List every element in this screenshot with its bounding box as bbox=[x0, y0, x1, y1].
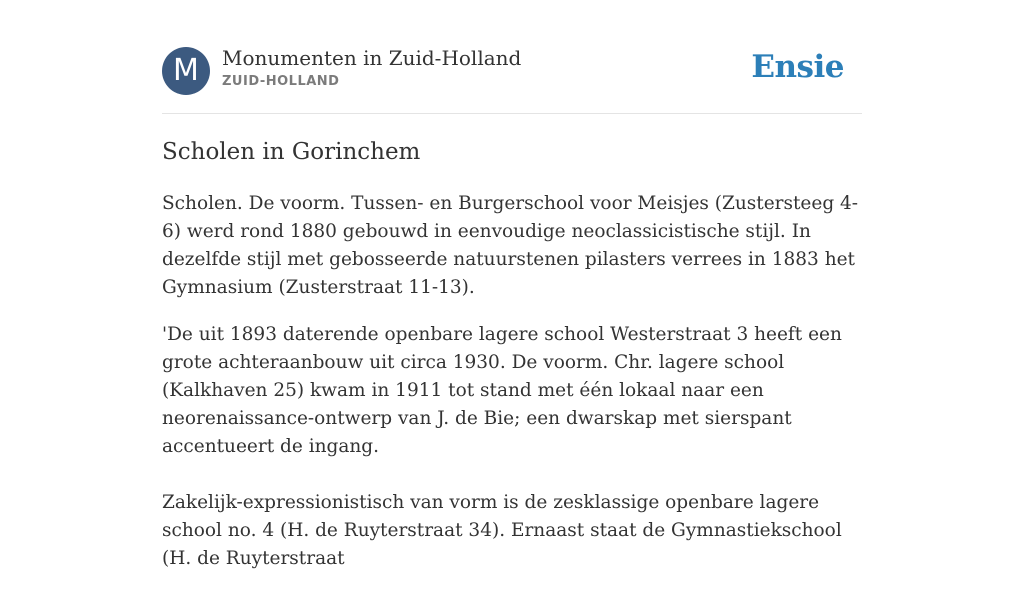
source-title-link[interactable]: Monumenten in Zuid-Holland bbox=[222, 46, 522, 70]
source-subtitle: ZUID-HOLLAND bbox=[222, 74, 340, 89]
article-container bbox=[162, 0, 862, 569]
article-paragraph: Scholen. De voorm. Tussen- en Burgerschool voor Meisjes (Zustersteeg 4-6) werd rond 1880 gebouwd in eenvoudige neoclassicistische stijl. In dezelfde stijl met gebosseerde natuurstenen pilasters verrees in 1883 het Gymnasium (Zusterstraat 11-13). bbox=[162, 193, 859, 298]
ensie-logo[interactable]: Ensie bbox=[751, 49, 844, 85]
header bbox=[162, 0, 862, 114]
source-avatar[interactable]: M bbox=[162, 47, 210, 95]
page-title: Scholen in Gorinchem bbox=[162, 139, 421, 165]
article-paragraph: 'De uit 1893 daterende openbare lagere school Westerstraat 3 heeft een grote achteraanbouw uit circa 1930. De voorm. Chr. lagere school (Kalkhaven 25) kwam in 1911 tot stand met één lokaal naar een neorenaissance-ontwerp van J. de Bie; een dwarskap met sierspant accentueert de ingang. Zakelijk-expressionistisch van vorm is de zesklassige openbare lagere school no. 4 (H. de Ruyterstraat 34). Ernaast staat de Gymnastiekschool (H. de Ruyterstraat bbox=[162, 324, 842, 569]
article-body bbox=[162, 190, 862, 592]
